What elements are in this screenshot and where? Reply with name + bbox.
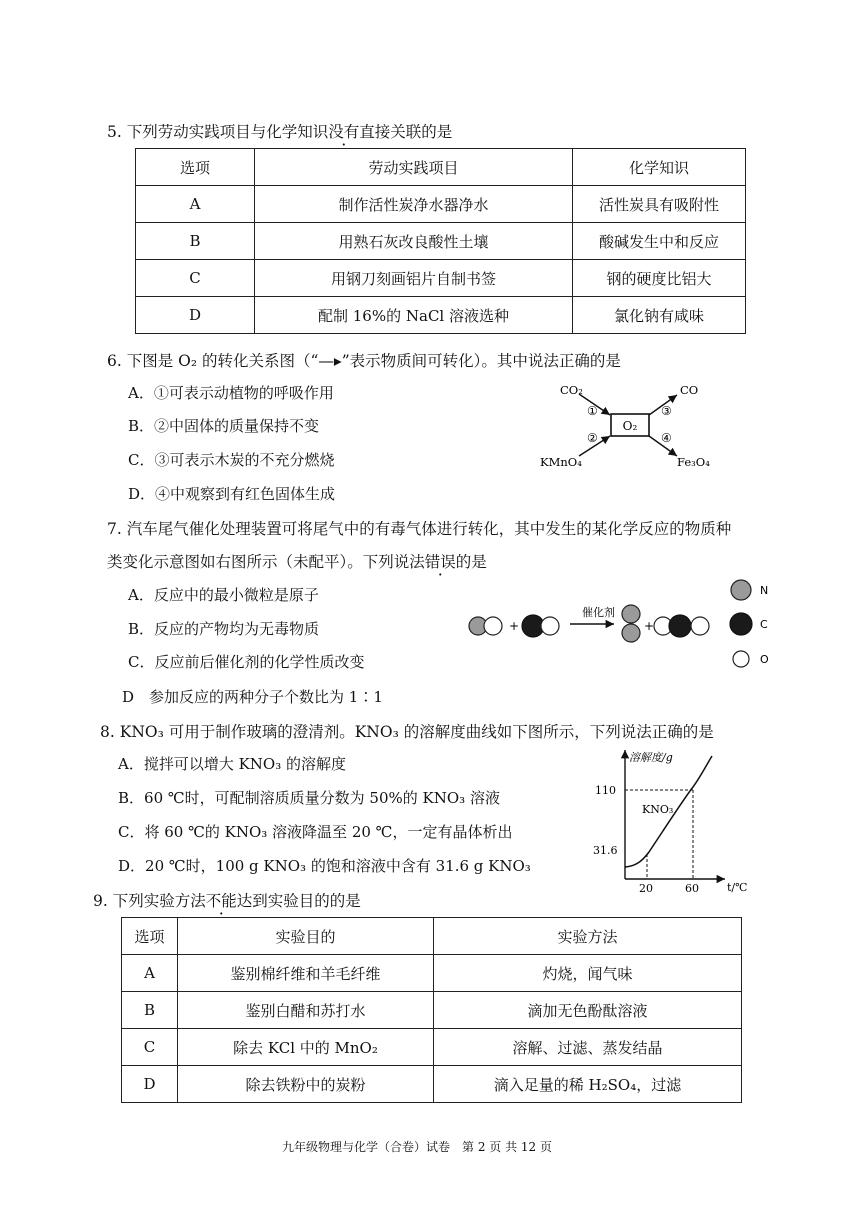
q6-stem-text: 下图是 O₂ 的转化关系图（“—▸”表示物质间可转化）。其中说法正确的是: [126, 352, 621, 370]
table-cell: 鉴别棉纤维和羊毛纤维: [178, 955, 434, 992]
legend-n-label: N: [760, 584, 769, 597]
table-cell: 滴加无色酚酞溶液: [434, 992, 742, 1029]
table-cell: 用钢刀刻画铝片自制书签: [255, 260, 573, 297]
x-tick-60: 60: [685, 882, 699, 895]
q7-stem-text-1: 汽车尾气催化处理装置可将尾气中的有毒气体进行转化，其中发生的某化学反应的物质种: [126, 520, 732, 538]
q7-number: 7.: [107, 520, 122, 538]
q8-option-b: B．60 ℃时，可配制溶质质量分数为 50%的 KNO₃ 溶液: [118, 789, 500, 807]
q5-stem-a: 下列劳动实践项目与化学知识: [126, 123, 329, 141]
table-cell: 滴入足量的稀 H₂SO₄，过滤: [434, 1066, 742, 1103]
table-cell: A: [136, 186, 255, 223]
atom-o: [541, 617, 559, 635]
y-tick-110: 110: [595, 784, 616, 797]
q9-number: 9.: [93, 892, 108, 910]
legend-o-swatch: [733, 651, 749, 667]
o2-conversion-diagram: [535, 378, 725, 474]
table-row: [136, 186, 746, 223]
plus-sign: +: [509, 619, 520, 633]
atom-o: [691, 617, 709, 635]
table-cell: 溶解、过滤、蒸发结晶: [434, 1029, 742, 1066]
q8-option-c: C．将 60 ℃的 KNO₃ 溶液降温至 20 ℃，一定有晶体析出: [118, 823, 513, 841]
table-cell: A: [122, 955, 178, 992]
table-cell: 鉴别白醋和苏打水: [178, 992, 434, 1029]
q5-emphasis: 没有: [328, 123, 360, 141]
q6-option-d: D．④中观察到有红色固体生成: [128, 485, 336, 503]
table-header-row: [122, 918, 742, 955]
legend-n-swatch: [731, 580, 751, 600]
table-cell: B: [122, 992, 178, 1029]
header-cell: 选项: [122, 918, 178, 955]
atom-legend: [728, 578, 778, 674]
q6-option-a: A．①可表示动植物的呼吸作用: [128, 384, 334, 402]
q7-stem-text-2c: 的是: [455, 553, 487, 571]
table-row: [136, 223, 746, 260]
step-1-label: ①: [587, 404, 598, 418]
table-cell: 制作活性炭净水器净水: [255, 186, 573, 223]
table-row: [122, 1029, 742, 1066]
co-label: CO: [680, 383, 699, 397]
q6-option-c: C．③可表示木炭的不充分燃烧: [128, 451, 335, 469]
table-cell: 用熟石灰改良酸性土壤: [255, 223, 573, 260]
q7-option-d: D 参加反应的两种分子个数比为 1∶1: [122, 688, 383, 706]
table-cell: C: [136, 260, 255, 297]
q5-stem: [107, 120, 452, 142]
table-cell: 灼烧，闻气味: [434, 955, 742, 992]
q5-table: [135, 148, 746, 334]
table-cell: 酸碱发生中和反应: [573, 223, 746, 260]
q7-option-c: C．反应前后催化剂的化学性质改变: [128, 653, 365, 671]
q7-option-b: B．反应的产物均为无毒物质: [128, 620, 320, 638]
table-row: [122, 1066, 742, 1103]
table-cell: B: [136, 223, 255, 260]
plus-sign: +: [644, 619, 655, 633]
q7-stem-line2: [107, 550, 487, 572]
y-axis-label: 溶解度/g: [629, 751, 673, 764]
table-row: [136, 260, 746, 297]
legend-c-label: C: [760, 618, 768, 631]
table-cell: D: [136, 297, 255, 334]
table-row: [136, 297, 746, 334]
table-cell: D: [122, 1066, 178, 1103]
q7-stem-line1: [107, 517, 731, 539]
o2-label: O₂: [622, 419, 638, 433]
kno3-curve-label: KNO₃: [642, 803, 674, 816]
q5-stem-c: 直接关联的是: [359, 123, 453, 141]
q6-option-b: B．②中固体的质量保持不变: [128, 417, 320, 435]
header-cell: 实验方法: [434, 918, 742, 955]
page-footer: 九年级物理与化学（合卷）试卷 第 2 页 共 12 页: [282, 1140, 552, 1154]
q9-stem: [93, 889, 361, 911]
header-cell: 实验目的: [178, 918, 434, 955]
table-row: [122, 955, 742, 992]
x-tick-20: 20: [639, 882, 653, 895]
table-cell: 除去 KCl 中的 MnO₂: [178, 1029, 434, 1066]
fe3o4-label: Fe₃O₄: [677, 455, 710, 469]
y-tick-31-6: 31.6: [593, 844, 618, 857]
q8-number: 8.: [100, 723, 115, 741]
table-cell: C: [122, 1029, 178, 1066]
legend-o-label: O: [760, 653, 769, 666]
atom-c: [669, 615, 691, 637]
header-cell: 劳动实践项目: [255, 149, 573, 186]
atom-n: [622, 624, 640, 642]
q5-number: 5.: [107, 123, 122, 141]
atom-o: [484, 617, 502, 635]
header-cell: 化学知识: [573, 149, 746, 186]
q8-option-a: A．搅拌可以增大 KNO₃ 的溶解度: [118, 755, 347, 773]
table-row: [122, 992, 742, 1029]
q7-emphasis: 错误: [424, 553, 456, 571]
q9-stem-c: 达到实验目的的是: [236, 892, 361, 910]
step-3-label: ③: [661, 404, 672, 418]
q9-table: [121, 917, 742, 1103]
reaction-diagram: [466, 604, 721, 652]
header-cell: 选项: [136, 149, 255, 186]
solubility-graph: [585, 742, 760, 900]
q9-stem-a: 下列实验方法: [112, 892, 206, 910]
table-cell: 活性炭具有吸附性: [573, 186, 746, 223]
table-cell: 配制 16%的 NaCl 溶液选种: [255, 297, 573, 334]
step-4-label: ④: [661, 431, 672, 445]
kmno4-label: KMnO₄: [540, 455, 582, 469]
q6-stem: [107, 349, 621, 371]
q9-emphasis: 不能: [205, 892, 237, 910]
table-header-row: [136, 149, 746, 186]
q8-option-d: D．20 ℃时，100 g KNO₃ 的饱和溶液中含有 31.6 g KNO₃: [118, 857, 531, 875]
q6-number: 6.: [107, 352, 122, 370]
atom-n: [622, 605, 640, 623]
table-cell: 钢的硬度比铝大: [573, 260, 746, 297]
table-cell: 除去铁粉中的炭粉: [178, 1066, 434, 1103]
q8-stem: [100, 720, 714, 742]
legend-c-swatch: [730, 613, 752, 635]
co2-label: CO₂: [560, 383, 583, 397]
table-cell: 氯化钠有咸味: [573, 297, 746, 334]
q8-stem-text: KNO₃ 可用于制作玻璃的澄清剂。KNO₃ 的溶解度曲线如下图所示，下列说法正确的是: [119, 723, 714, 741]
q7-stem-text-2a: 类变化示意图如右图所示（未配平）。下列说法: [107, 553, 425, 571]
x-axis-label: t/℃: [727, 881, 748, 894]
q7-option-a: A．反应中的最小微粒是原子: [128, 586, 319, 604]
catalyst-label: 催化剂: [582, 606, 615, 619]
step-2-label: ②: [587, 431, 598, 445]
